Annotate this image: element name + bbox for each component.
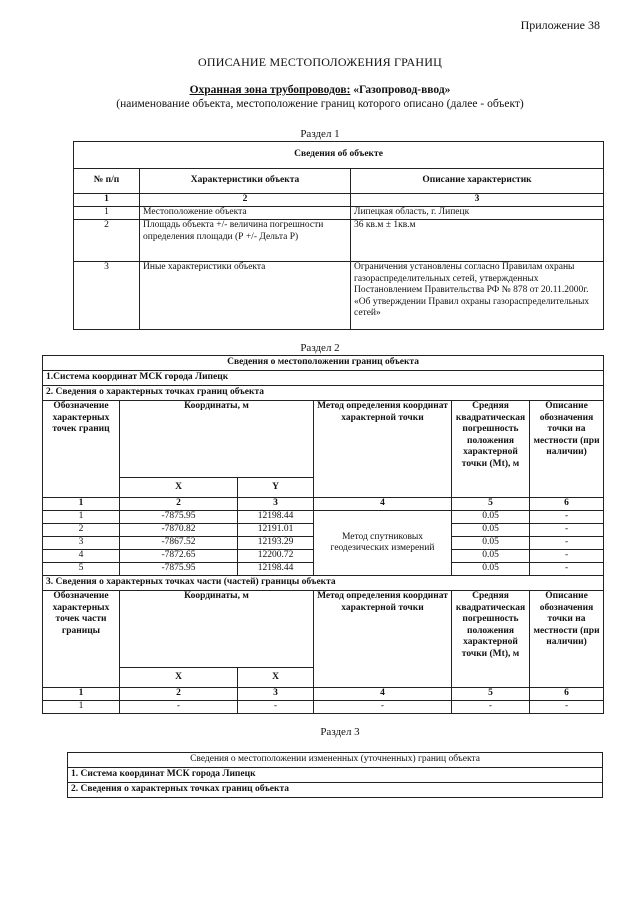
points-title: 2. Сведения о характерных точках границ объекта [43,386,604,401]
point-accuracy: 0.05 [452,537,530,550]
col-number: 3 [238,688,314,701]
part-cell: - [314,701,452,714]
table-row [74,220,604,262]
appendix-label: Приложение 38 [520,18,600,32]
row-characteristic: Площадь объекта +/- величина погрешности определения площади (Р +/- Дельта Р) [140,220,351,262]
part-cell: - [530,701,604,714]
header-coordinates: Координаты, м [120,591,314,668]
header-x: X [120,668,238,688]
point-description: - [530,563,604,576]
method-value: Метод спутниковых геодезических измерений [314,511,452,576]
col-number: 4 [314,688,452,701]
coord-system: 1.Система координат МСК города Липецк [43,371,604,386]
header-method: Метод определения координат характерной точки [314,591,452,688]
table-row [43,701,604,714]
col-number: 6 [530,688,604,701]
row-number: 2 [74,220,140,262]
point-description: - [530,537,604,550]
row-description: 36 кв.м ± 1кв.м [351,220,604,262]
header-designation-part: Обозначение характерных точек части границы [43,591,120,688]
col-number: 4 [314,498,452,511]
row-characteristic: Местоположение объекта [140,207,351,220]
col-number: 2 [140,194,351,207]
object-prefix: Охранная зона трубопроводов: [189,84,351,96]
point-number: 5 [43,563,120,576]
col-number: 1 [74,194,140,207]
row-description: Ограничения установлены согласно Правилам охраны газораспределительных сетей, утвержденных Постановлением Правительства РФ № 878 от 20.11.2000г. «Об утверждении Правил охраны газораспределительных сетей» [351,262,604,330]
section2-label: Раздел 2 [300,342,340,354]
header-accuracy: Средняя квадратическая погрешность положения характерной точки (Mt), м [452,591,530,688]
header-designation: Обозначение характерных точек границ [43,401,120,498]
header-number: № п/п [74,169,140,194]
point-accuracy: 0.05 [452,511,530,524]
header-method: Метод определения координат характерной точки [314,401,452,498]
section3-table [67,752,603,798]
row-number: 1 [74,207,140,220]
part-cell: - [452,701,530,714]
header-y: Y [238,478,314,498]
point-y: 12193.29 [238,537,314,550]
table-row [43,511,604,524]
object-name-line [0,84,640,96]
point-number: 2 [43,524,120,537]
point-description: - [530,550,604,563]
col-number: 6 [530,498,604,511]
object-note: (наименование объекта, местоположение границ которого описано (далее - объект) [116,98,524,110]
table-row [74,262,604,330]
section3-label: Раздел 3 [320,726,360,738]
table-row [74,207,604,220]
section1-title: Сведения об объекте [74,142,604,169]
col-number: 1 [43,498,120,511]
document-title: ОПИСАНИЕ МЕСТОПОЛОЖЕНИЯ ГРАНИЦ [198,55,442,69]
point-y: 12191.01 [238,524,314,537]
header-characteristic: Характеристики объекта [140,169,351,194]
section2-title: Сведения о местоположении границ объекта [43,356,604,371]
point-x: -7875.95 [120,563,238,576]
section1-table [73,141,604,330]
point-number: 3 [43,537,120,550]
point-y: 12198.44 [238,511,314,524]
section3-title: Сведения о местоположении измененных (уточненных) границ объекта [68,753,603,768]
header-x: X [238,668,314,688]
col-number: 5 [452,498,530,511]
header-point-description: Описание обозначения точки на местности (при наличии) [530,401,604,498]
point-x: -7870.82 [120,524,238,537]
point-y: 12198.44 [238,563,314,576]
header-description: Описание характеристик [351,169,604,194]
point-x: -7867.52 [120,537,238,550]
header-coordinates: Координаты, м [120,401,314,478]
section1-label: Раздел 1 [300,128,340,140]
header-accuracy: Средняя квадратическая погрешность положения характерной точки (Mt), м [452,401,530,498]
point-number: 4 [43,550,120,563]
point-description: - [530,524,604,537]
part-cell: 1 [43,701,120,714]
section2-table [42,355,604,714]
point-description: - [530,511,604,524]
col-number: 3 [351,194,604,207]
col-number: 5 [452,688,530,701]
part-cell: - [238,701,314,714]
col-number: 3 [238,498,314,511]
point-x: -7872.65 [120,550,238,563]
header-point-description: Описание обозначения точки на местности (при наличии) [530,591,604,688]
col-number: 2 [120,688,238,701]
section3-coord-system: 1. Система координат МСК города Липецк [68,768,603,783]
point-accuracy: 0.05 [452,524,530,537]
object-name: «Газопровод-ввод» [353,84,451,96]
col-number: 1 [43,688,120,701]
row-characteristic: Иные характеристики объекта [140,262,351,330]
point-x: -7875.95 [120,511,238,524]
row-number: 3 [74,262,140,330]
point-number: 1 [43,511,120,524]
point-accuracy: 0.05 [452,550,530,563]
section3-points-title: 2. Сведения о характерных точках границ объекта [68,783,603,798]
part-cell: - [120,701,238,714]
col-number: 2 [120,498,238,511]
part-points-title: 3. Сведения о характерных точках части (частей) границы объекта [43,576,604,591]
point-y: 12200.72 [238,550,314,563]
point-accuracy: 0.05 [452,563,530,576]
row-description: Липецкая область, г. Липецк [351,207,604,220]
header-x: X [120,478,238,498]
